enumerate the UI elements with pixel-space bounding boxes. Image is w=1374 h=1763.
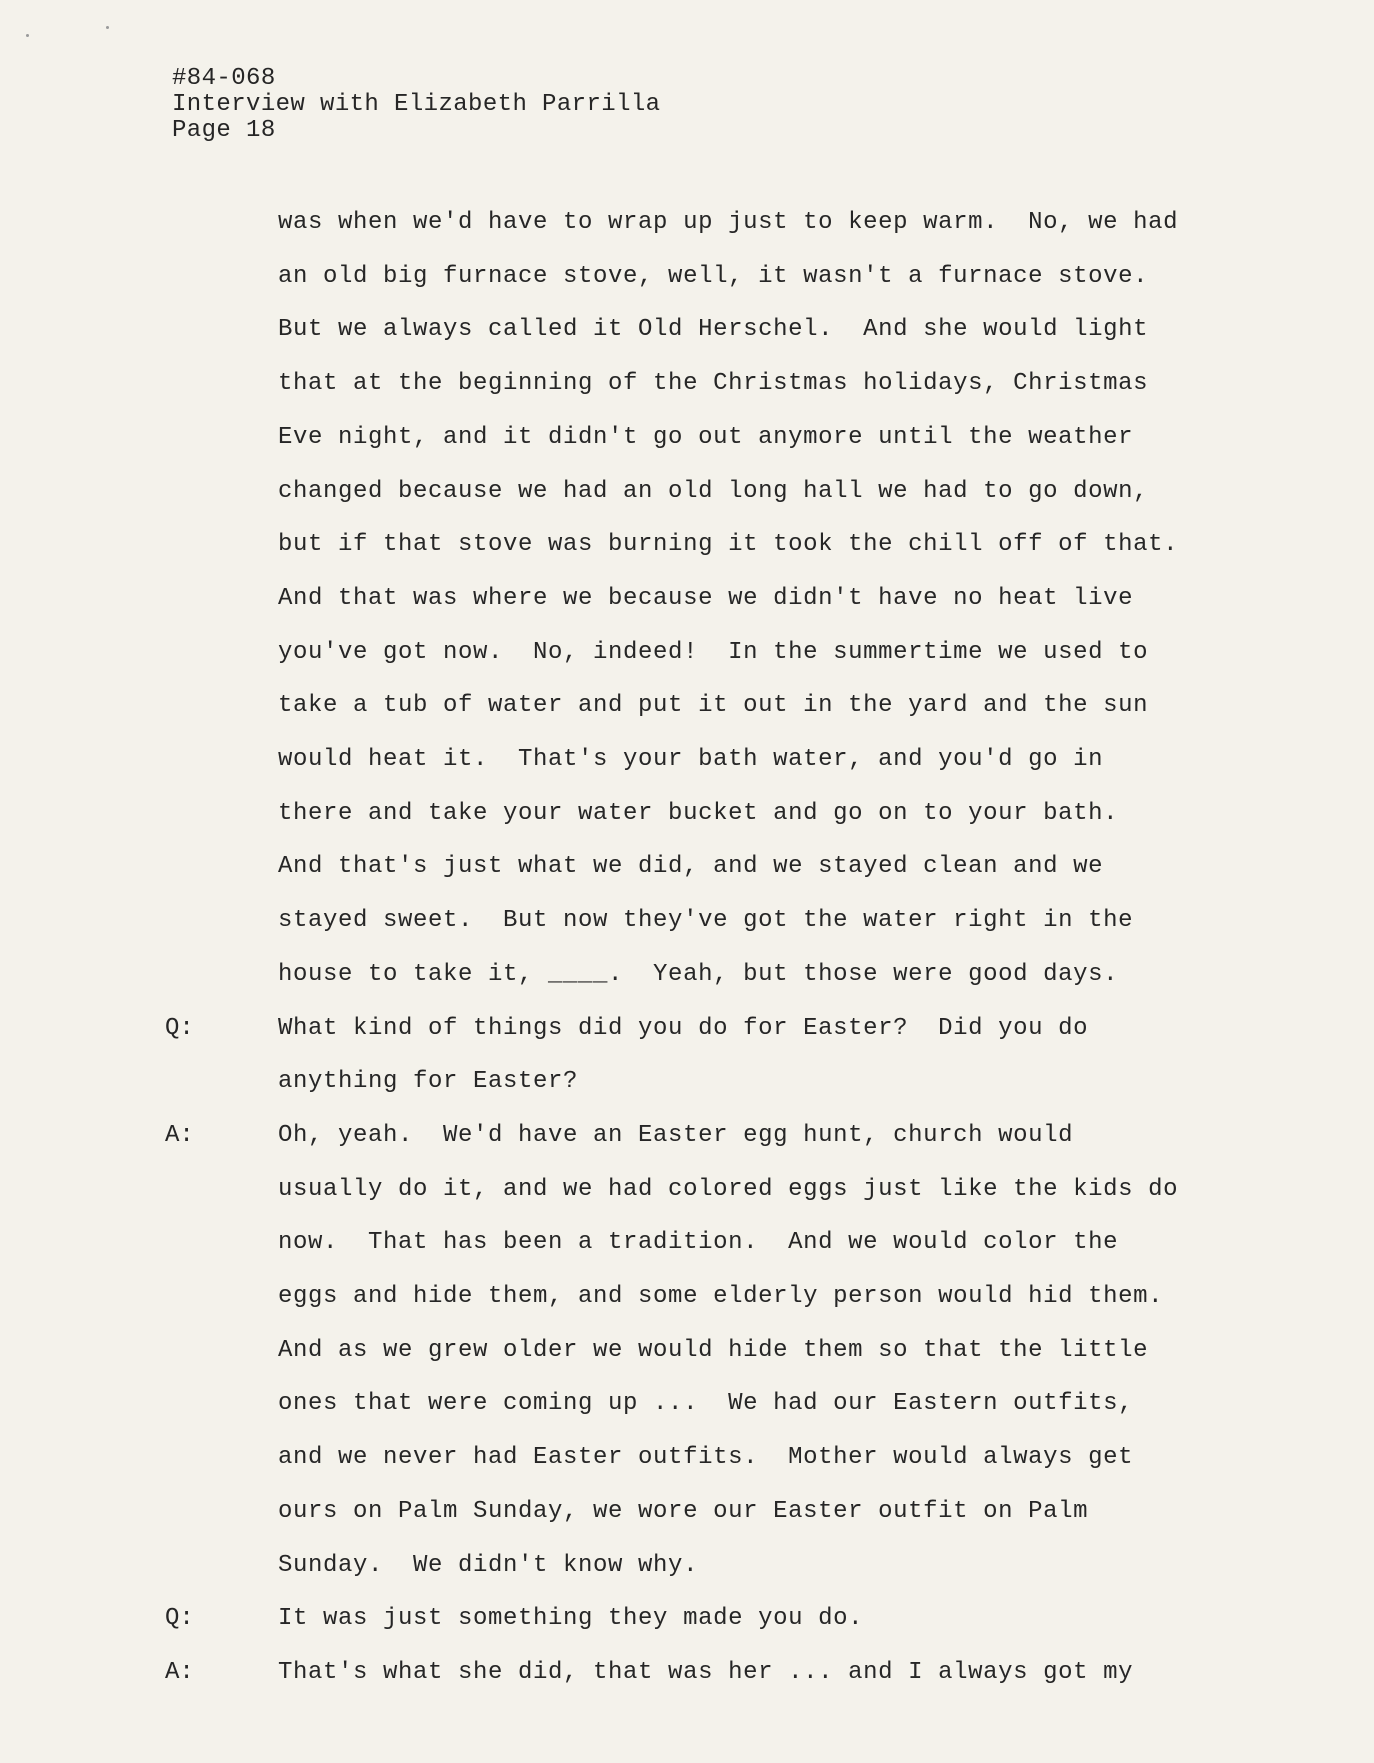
text-line: house to take it, ____. Yeah, but those were good days.: [278, 960, 1119, 988]
speech-text: [278, 1109, 1245, 1592]
speech-text: [278, 1646, 1245, 1700]
scan-speck: [106, 26, 109, 29]
text-line: And that's just what we did, and we stayed clean and we: [278, 853, 1104, 881]
text-line: now. That has been a tradition. And we would color the: [278, 1229, 1119, 1257]
text-line: stayed sweet. But now they've got the water right in the: [278, 907, 1134, 935]
speaker-label: Q:: [165, 1014, 194, 1042]
text-line: there and take your water bucket and go on to your bath.: [278, 799, 1119, 827]
transcript-body: [165, 196, 1245, 1700]
text-line: Sunday. We didn't know why.: [278, 1551, 699, 1579]
text-line: that at the beginning of the Christmas holidays, Christmas: [278, 370, 1149, 398]
speech-text: [278, 1592, 1245, 1646]
speech-text: [278, 1002, 1245, 1109]
speaker-label: Q:: [165, 1605, 194, 1633]
page-header: [172, 66, 660, 144]
transcript-block: [165, 1109, 1245, 1592]
transcript-block: [165, 1646, 1245, 1700]
scan-speck: [26, 34, 29, 37]
page-number: Page 18: [172, 117, 276, 144]
text-line: and we never had Easter outfits. Mother would always get: [278, 1444, 1134, 1472]
text-line: ones that were coming up ... We had our Eastern outfits,: [278, 1390, 1134, 1418]
text-line: ours on Palm Sunday, we wore our Easter outfit on Palm: [278, 1497, 1089, 1525]
transcript-block: [165, 1002, 1245, 1109]
text-line: Oh, yeah. We'd have an Easter egg hunt, church would: [278, 1121, 1074, 1149]
text-line: It was just something they made you do.: [278, 1605, 864, 1633]
text-line: take a tub of water and put it out in the yard and the sun: [278, 692, 1149, 720]
text-line: What kind of things did you do for Easter? Did you do: [278, 1014, 1089, 1042]
text-line: eggs and hide them, and some elderly person would hid them.: [278, 1283, 1164, 1311]
text-line: changed because we had an old long hall we had to go down,: [278, 477, 1149, 505]
text-line: was when we'd have to wrap up just to keep warm. No, we had: [278, 209, 1179, 236]
text-line: anything for Easter?: [278, 1068, 579, 1096]
speech-text: [278, 196, 1245, 1002]
text-line: usually do it, and we had colored eggs just like the kids do: [278, 1175, 1179, 1203]
document-title: Interview with Elizabeth Parrilla: [172, 91, 661, 118]
transcript-block: [165, 196, 1245, 1002]
text-line: you've got now. No, indeed! In the summertime we used to: [278, 638, 1149, 666]
text-line: Eve night, and it didn't go out anymore until the weather: [278, 423, 1134, 451]
speaker-label: A:: [165, 1121, 194, 1149]
speaker-label: A:: [165, 1658, 194, 1686]
text-line: an old big furnace stove, well, it wasn't a furnace stove.: [278, 262, 1149, 290]
transcript-block: [165, 1592, 1245, 1646]
document-id: #84-068: [172, 65, 276, 92]
text-line: That's what she did, that was her ... and I always got my: [278, 1658, 1134, 1686]
text-line: but if that stove was burning it took the chill off of that.: [278, 531, 1179, 559]
text-line: And that was where we because we didn't have no heat live: [278, 584, 1134, 612]
text-line: But we always called it Old Herschel. And she would light: [278, 316, 1149, 344]
text-line: would heat it. That's your bath water, and you'd go in: [278, 746, 1104, 774]
text-line: And as we grew older we would hide them so that the little: [278, 1336, 1149, 1364]
